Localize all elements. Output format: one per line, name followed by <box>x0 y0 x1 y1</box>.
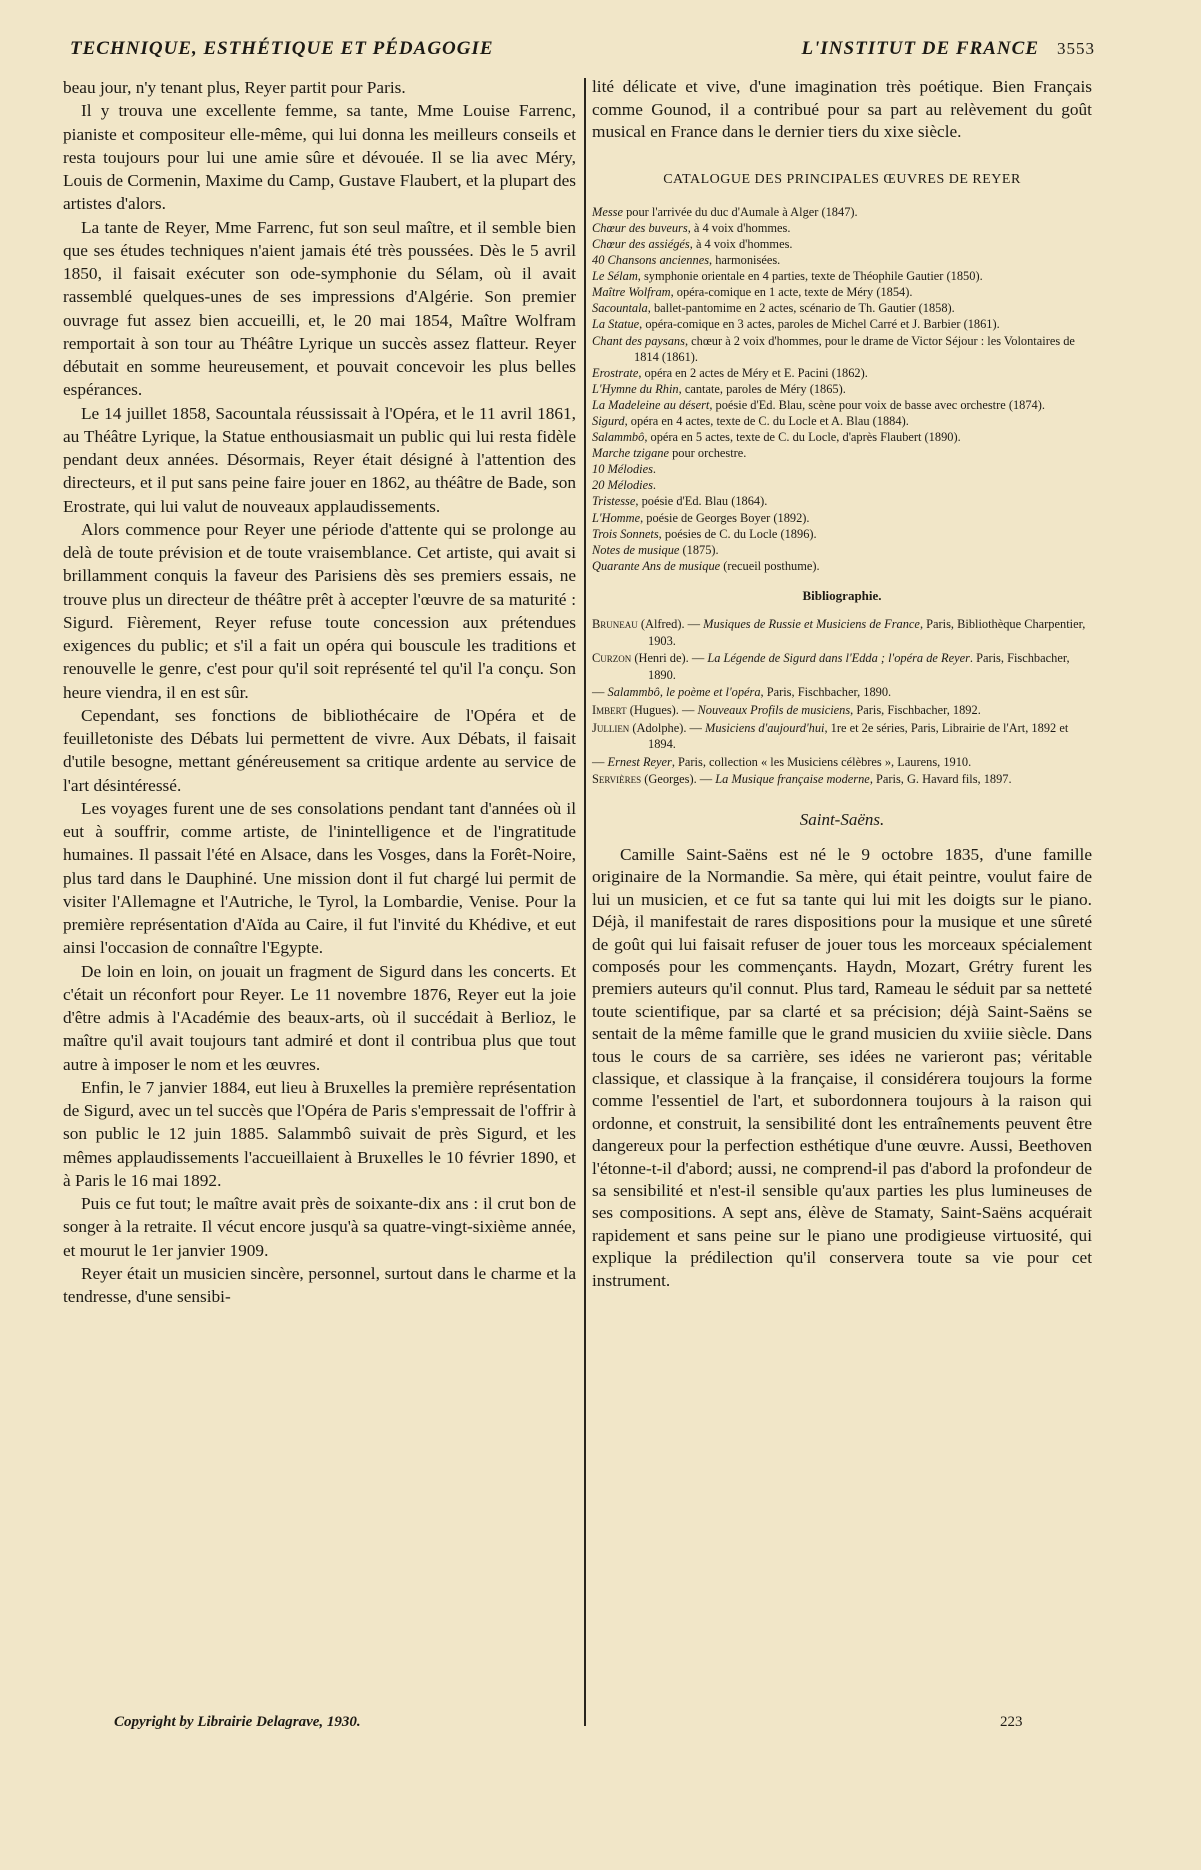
work-title: Maître Wolfram <box>592 285 671 300</box>
bib-separator: (Henri de). — <box>631 651 708 666</box>
work-details: , opéra en 4 actes, texte de C. du Locle et A. Blau (1884). <box>624 414 909 428</box>
work-details: , poésie de Georges Boyer (1892). <box>640 510 810 525</box>
work-item <box>592 268 1092 284</box>
work-details: , cantate, paroles de Méry (1865). <box>678 381 846 396</box>
work-details: , opéra en 2 actes de Méry et E. Pacini (1862). <box>638 365 868 380</box>
bib-publisher: , Paris, Bibliothèque Charpentier, 1903. <box>648 616 1086 648</box>
work-item <box>592 445 1092 461</box>
work-details: , poésie d'Ed. Blau, scène pour voix de basse avec orchestre (1874). <box>709 397 1045 412</box>
work-title: Marche tzigane <box>592 446 669 461</box>
bib-title: Musiques de Russie et Musiciens de France <box>703 616 920 631</box>
bib-publisher: , Paris, collection « les Musiciens célèbres », Laurens, 1910. <box>671 754 972 769</box>
work-item <box>592 526 1092 542</box>
bib-separator: (Alfred). — <box>637 616 704 631</box>
right-column <box>592 76 1092 1292</box>
work-item <box>592 477 1092 493</box>
header-left-title: TECHNIQUE, ESTHÉTIQUE ET PÉDAGOGIE <box>70 38 494 59</box>
bibliography-entry <box>592 702 1092 719</box>
work-details: , à 4 voix d'hommes. <box>689 236 793 251</box>
bibliography-entry <box>592 771 1092 788</box>
lead-paragraph: lité délicate et vive, d'une imagination très poétique. Bien Français comme Gounod, il a contribué pour sa part au relèvement du goût musical en France dans le dernier tiers du xixe siècle. <box>592 77 1092 142</box>
work-item <box>592 510 1092 526</box>
header-right <box>802 38 1095 60</box>
work-item <box>592 365 1092 381</box>
work-title: Chant des paysans <box>592 333 685 348</box>
work-details: . <box>652 462 657 477</box>
bib-author: Curzon <box>592 651 632 666</box>
work-title: 10 Mélodies <box>592 462 653 477</box>
work-title: 20 Mélodies <box>592 478 653 493</box>
bib-title: Salammbô, le poème et l'opéra <box>607 685 761 700</box>
work-details: (1875). <box>679 542 719 557</box>
work-details: , opéra-comique en 1 acte, texte de Méry (1854). <box>670 285 913 300</box>
paragraph: Cependant, ses fonctions de bibliothécaire de l'Opéra et de feuilletoniste des Débats lui permettent de vivre. Aux Débats, il faisait d'utile besogne, mettant généreusement sa critique ardente au service de l'art désintéressé. <box>63 705 576 795</box>
work-item <box>592 300 1092 316</box>
work-title: 40 Chansons anciennes <box>592 253 710 268</box>
work-title: Chœur des assiégés <box>592 236 690 251</box>
work-details: , harmonisées. <box>709 253 781 268</box>
paragraph: De loin en loin, on jouait un fragment de Sigurd dans les concerts. Et c'était un réconfort pour Reyer. Le 11 novembre 1876, Reyer eut la joie d'être admis à l'Académie des beaux-arts, où il succédait à Berlioz, le maître qu'il avait toujours tant admiré et dont il contribua plus que tout autre à imposer le nom et les œuvres. <box>63 961 576 1074</box>
work-item <box>592 220 1092 236</box>
work-details: pour l'arrivée du duc d'Aumale à Alger (1847). <box>622 204 858 219</box>
works-list <box>592 204 1092 574</box>
bib-title: Ernest Reyer <box>607 754 672 769</box>
bib-separator: (Adolphe). — <box>629 720 706 735</box>
work-details: , à 4 voix d'hommes. <box>687 220 791 235</box>
work-item <box>592 558 1092 574</box>
work-details: , poésies de C. du Locle (1896). <box>658 526 817 541</box>
bib-author: Jullien <box>592 720 630 735</box>
bib-author: Bruneau <box>592 616 638 631</box>
work-details: , opéra en 5 actes, texte de C. du Locle, d'après Flaubert (1890). <box>644 430 961 445</box>
bib-publisher: . Paris, Fischbacher, 1890. <box>648 651 1070 682</box>
work-title: Trois Sonnets <box>592 526 659 541</box>
bib-title: La Musique française moderne <box>715 772 870 787</box>
work-item <box>592 381 1092 397</box>
bib-author: Imbert <box>592 702 627 717</box>
bibliography-entry <box>592 754 1092 771</box>
work-title: Sigurd <box>592 414 625 428</box>
bib-title: Musiciens d'aujourd'hui <box>705 720 825 735</box>
paragraph: Reyer était un musicien sincère, personnel, surtout dans le charme et la tendresse, d'une sensibi- <box>63 1263 576 1306</box>
work-details: (recueil posthume). <box>720 558 820 573</box>
work-item <box>592 413 1092 429</box>
paragraph: Il y trouva une excellente femme, sa tante, Mme Louise Farrenc, pianiste et compositeur elle-même, qui lui donna les meilleurs conseils et resta toujours pour lui une amie sûre et dévouée. Il se lia avec Méry, Louis de Cormenin, Maxime du Camp, Gustave Flaubert, et la plupart des artistes d'alors. <box>63 101 576 214</box>
bib-separator: — <box>592 754 608 769</box>
bib-title: La Légende de Sigurd dans l'Edda ; l'opéra de Reyer <box>707 651 970 666</box>
bibliography-entry <box>592 720 1092 753</box>
bib-separator: (Georges). — <box>641 772 716 787</box>
paragraph: La tante de Reyer, Mme Farrenc, fut son seul maître, et il semble bien que ses études techniques n'aient jamais été très poussées. Dès le 5 avril 1850, il faisait exécuter son ode-symphonie du Sélam, où il avait rassemblé quelques-unes de ses impressions d'Algérie. Son premier ouvrage fut assez bien accueilli, et, le 20 mai 1854, Maître Wolfram remportait à son tour au Théâtre Lyrique un succès assez flatteur. Reyer débutait en somme heureusement, et pouvait concevoir les plus belles espérances. <box>63 217 576 400</box>
work-title: Salammbô <box>592 430 645 445</box>
work-details: pour orchestre. <box>668 446 747 461</box>
paragraph: beau jour, n'y tenant plus, Reyer partit pour Paris. <box>63 78 406 97</box>
bibliography-entry <box>592 684 1092 701</box>
work-title: La Madeleine au désert <box>592 397 710 412</box>
work-title: Messe <box>592 204 623 219</box>
column-divider <box>584 78 586 1726</box>
section-title: Saint-Saëns. <box>799 809 885 829</box>
work-item <box>592 542 1092 558</box>
work-item <box>592 204 1092 220</box>
footer-page-number: 223 <box>1000 1714 1023 1730</box>
bibliography-title: Bibliographie. <box>802 587 882 603</box>
work-item <box>592 493 1092 509</box>
work-title: Tristesse <box>592 494 636 509</box>
left-column <box>63 76 576 1308</box>
bib-publisher: , 1re et 2e séries, Paris, Librairie de l'Art, 1892 et 1894. <box>648 720 1069 752</box>
work-details: , chœur à 2 voix d'hommes, pour le drame de Victor Séjour : les Volontaires de 1814 (1861). <box>634 333 1075 364</box>
paragraph: Enfin, le 7 janvier 1884, eut lieu à Bruxelles la première représentation de Sigurd, avec un tel succès que l'Opéra de Paris s'empressait de l'offrir à son public le 12 juin 1885. Salammbô suivait de près Sigurd, et les mêmes applaudissements l'accueillaient à Bruxelles le 10 février 1890, et à Paris le 16 mai 1892. <box>63 1077 576 1190</box>
paragraph: Alors commence pour Reyer une période d'attente qui se prolonge au delà de toute prévision et de toute vraisemblance. Cet artiste, qui avait si brillamment conquis la faveur des Parisiens dès ses premiers essais, ne trouve plus un directeur de théâtre prêt à accepter l'œuvre de sa maturité : Sigurd. Fièrement, Reyer refuse toute concession aux prétendues exigences du public; et s'il a fait un opéra qui bouscule les traditions et renouvelle le genre, c'est pour qu'il soit représenté tel qu'il l'a conçu. Son heure viendra, il en est sûr. <box>63 519 576 702</box>
work-item <box>592 333 1092 365</box>
running-header <box>70 38 1095 68</box>
bib-title: Nouveaux Profils de musiciens <box>697 702 851 717</box>
work-details: , poésie d'Ed. Blau (1864). <box>635 494 768 509</box>
work-title: L'Homme <box>592 510 641 525</box>
bib-separator: — <box>592 685 608 700</box>
bibliography-entry <box>592 616 1092 649</box>
work-title: Chœur des buveurs <box>592 220 688 235</box>
header-page-number: 3553 <box>1057 39 1095 58</box>
bib-author: Servières <box>592 772 642 787</box>
bib-publisher: , Paris, Fischbacher, 1892. <box>850 702 981 717</box>
bibliography-list <box>592 616 1092 788</box>
paragraph: Puis ce fut tout; le maître avait près de soixante-dix ans : il crut bon de songer à la retraite. Il vécut encore jusqu'à sa quatre-vingt-sixième année, et mourut le 1er janvier 1909. <box>63 1194 576 1260</box>
bibliography-entry <box>592 650 1092 683</box>
work-title: Notes de musique <box>592 542 680 557</box>
work-title: Le Sélam <box>592 269 638 284</box>
work-details: , ballet-pantomime en 2 actes, scénario de Th. Gautier (1858). <box>647 301 955 316</box>
work-details: , opéra-comique en 3 actes, paroles de Michel Carré et J. Barbier (1861). <box>639 317 1000 332</box>
work-item <box>592 429 1092 445</box>
header-right-title: L'INSTITUT DE FRANCE <box>801 38 1039 59</box>
work-title: Erostrate <box>592 365 639 380</box>
copyright-footer: Copyright by Librairie Delagrave, 1930. <box>114 1714 361 1730</box>
saint-saens-paragraph: Camille Saint-Saëns est né le 9 octobre 1835, d'une famille originaire de la Normandie. Sa mère, qui était peintre, voulut faire de lui un musicien, et ce fut sa tante qui lui mit les doigts sur le piano. Déjà, il manifestait de rares dispositions pour la musique et une sûreté de goût qui lui faisait refuser de jouer tous les morceaux spécialement composés pour les commençants. Haydn, Mozart, Grétry furent les premiers auteurs qu'il connut. Plus tard, Rameau le séduit par sa netteté toute scientifique, par sa clarté et sa précision; déjà Saint-Saëns se sentait de la même famille que le grand musicien du xviiie siècle. Dans tous le cours de sa carrière, ses idées ne varieront pas; véritable classique, et classique à la française, il considérera toujours la forme comme l'essentiel de l'art, et subordonnera toujours à la raison qui ordonne, et construit, la sensibilité dont les entraînements peuvent être dangereux pour la perfection esthétique d'une œuvre. Aussi, Beethoven l'étonne-t-il d'abord; aussi, ne comprend-il pas d'abord la profondeur de sa sensibilité et n'est-il sensible qu'aux parties les plus lumineuses de ses compositions. A sept ans, élève de Stamaty, Saint-Saëns acquérait rapidement et sans peine sur le piano une prodigieuse virtuosité, qui explique la prédilection qu'il conservera toute sa vie pour cet instrument. <box>592 844 1092 1290</box>
work-item <box>592 397 1092 413</box>
bib-publisher: , Paris, G. Havard fils, 1897. <box>869 772 1012 787</box>
work-item <box>592 252 1092 268</box>
work-title: Sacountala <box>592 301 648 316</box>
work-item <box>592 284 1092 300</box>
work-title: La Statue <box>592 317 640 332</box>
catalogue-title: CATALOGUE DES PRINCIPALES ŒUVRES DE REYER <box>663 171 1021 187</box>
work-item <box>592 316 1092 332</box>
work-title: L'Hymne du Rhin <box>592 381 679 396</box>
work-item <box>592 236 1092 252</box>
paragraph: Les voyages furent une de ses consolations pendant tant d'années où il eut à souffrir, comme artiste, de l'inintelligence et de l'ingratitude humaines. Il passait l'été en Alsace, dans les Vosges, dans la Forêt-Noire, plus tard dans le Dauphiné. Une mission dont il fut chargé lui permit de visiter l'Allemagne et l'Autriche, le Tyrol, la Lombardie, Venise. Pour la première représentation d'Aïda au Caire, il fut l'invité du Khédive, et eut ainsi l'occasion de connaître l'Egypte. <box>63 798 576 958</box>
work-details: , symphonie orientale en 4 parties, texte de Théophile Gautier (1850). <box>637 269 983 284</box>
work-title: Quarante Ans de musique <box>592 558 721 573</box>
work-item <box>592 461 1092 477</box>
work-details: . <box>652 478 657 493</box>
bib-separator: (Hugues). — <box>626 702 698 717</box>
bib-publisher: , Paris, Fischbacher, 1890. <box>760 685 892 700</box>
paragraph: Le 14 juillet 1858, Sacountala réussissait à l'Opéra, et le 11 avril 1861, au Théâtre Lyrique, la Statue enthousiasmait un public qui lui resta fidèle pendant deux années. Désormais, Reyer était désigné à l'attention des directeurs, et il put sans peine faire jouer en 1862, au théâtre de Bade, son Erostrate, qui lui valut de nouveaux applaudissements. <box>63 403 576 516</box>
